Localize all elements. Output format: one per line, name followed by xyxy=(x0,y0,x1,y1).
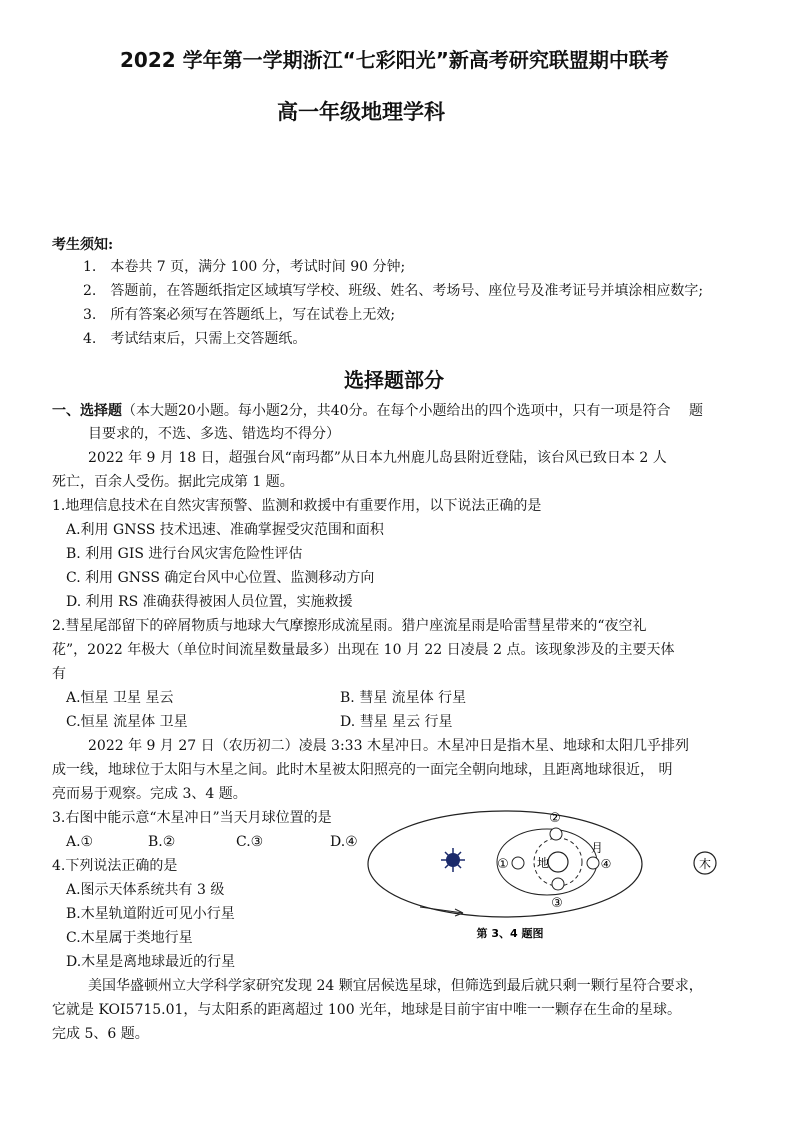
q2-stem-line2: 花”，2022 年极大（单位时间流星数量最多）出现在 10 月 22 日凌晨 2 点。该现象涉及的主要天体 xyxy=(52,642,675,658)
q3-stem: 3.右图中能示意“木星冲日”当天月球位置的是 xyxy=(52,810,332,826)
q2-option-b: B. 彗星 流星体 行星 xyxy=(340,690,467,706)
q4-option-b: B.木星轨道附近可见小行星 xyxy=(66,906,235,922)
material2-line3: 亮而易于观察。完成 3、4 题。 xyxy=(52,786,247,802)
q3-option-d: D.④ xyxy=(330,834,358,850)
part1-intro-line1: （本大题20小题。每小题2分，共40分。在每个小题给出的四个选项中，只有一项是符合 题 xyxy=(122,403,703,419)
moon-position-2 xyxy=(550,828,562,840)
notice-item-1: 1. 本卷共 7 页，满分 100 分，考试时间 90 分钟; xyxy=(83,259,406,275)
q1-option-c: C. 利用 GNSS 确定台风中心位置、监测移动方向 xyxy=(66,570,375,586)
q3-option-c: C.③ xyxy=(236,834,264,850)
exam-subtitle: 高一年级地理学科 xyxy=(277,100,445,124)
q4-option-a: A.图示天体系统共有 3 级 xyxy=(66,882,225,898)
earth-circle xyxy=(548,852,568,872)
orbit-diagram xyxy=(365,806,765,956)
moon-position-3 xyxy=(552,878,564,890)
moon-label: 月 xyxy=(590,841,604,855)
section-title: 选择题部分 xyxy=(344,368,444,392)
material1-line2: 死亡，百余人受伤。据此完成第 1 题。 xyxy=(52,474,294,490)
q3-option-b: B.② xyxy=(148,834,176,850)
material3-line2: 它就是 KOI5715.01，与太阳系的距离超过 100 光年，地球是目前宇宙中唯一一颗存在生命的星球。 xyxy=(52,1002,682,1018)
q2-option-d: D. 彗星 星云 行星 xyxy=(340,714,453,730)
q1-option-b: B. 利用 GIS 进行台风灾害危险性评估 xyxy=(66,546,303,562)
part1-intro xyxy=(52,402,703,420)
q3-option-a: A.① xyxy=(66,834,94,850)
material1-line1: 2022 年 9 月 18 日，超强台风“南玛都”从日本九州鹿儿岛县附近登陆，该台风已致日本 2 人 xyxy=(88,450,667,466)
figure-caption: 第 3、4 题图 xyxy=(476,927,544,940)
q4-option-c: C.木星属于类地行星 xyxy=(66,930,193,946)
moon-position-1 xyxy=(512,857,524,869)
jupiter-label: 木 xyxy=(698,857,712,871)
material3-line1: 美国华盛顿州立大学科学家研究发现 24 颗宜居候选星球，但筛选到最后就只剩一颗行星符合要求， xyxy=(88,978,703,994)
q4-stem: 4.下列说法正确的是 xyxy=(52,858,178,874)
q1-stem: 1.地理信息技术在自然灾害预警、监测和救援中有重要作用，以下说法正确的是 xyxy=(52,498,542,514)
sun-icon xyxy=(441,848,465,872)
notice-item-3: 3. 所有答案必须写在答题纸上，写在试卷上无效; xyxy=(83,307,396,323)
material2-line2: 成一线，地球位于太阳与木星之间。此时木星被太阳照亮的一面完全朝向地球，且距离地球很近， 明 xyxy=(52,762,673,778)
earth-label: 地 xyxy=(536,856,550,870)
q1-option-a: A.利用 GNSS 技术迅速、准确掌握受灾范围和面积 xyxy=(66,522,384,538)
mark-1: ① xyxy=(497,857,509,872)
exam-title: 2022 学年第一学期浙江“七彩阳光”新高考研究联盟期中联考 xyxy=(120,48,669,72)
mark-2: ② xyxy=(549,811,561,826)
q2-stem-line3: 有 xyxy=(52,666,66,682)
q2-option-c: C.恒星 流星体 卫星 xyxy=(66,714,188,730)
notice-item-4: 4. 考试结束后，只需上交答题纸。 xyxy=(83,331,307,347)
mark-3: ③ xyxy=(551,896,563,911)
q2-stem-line1: 2.彗星尾部留下的碎屑物质与地球大气摩擦形成流星雨。猎户座流星雨是哈雷彗星带来的“夜空礼 xyxy=(52,618,647,634)
q1-option-d: D. 利用 RS 准确获得被困人员位置，实施救援 xyxy=(66,594,353,610)
moon-position-4 xyxy=(587,857,599,869)
notice-heading: 考生须知: xyxy=(52,237,114,253)
q4-option-d: D.木星是离地球最近的行星 xyxy=(66,954,236,970)
mark-4: ④ xyxy=(600,857,612,871)
notice-item-2: 2. 答题前，在答题纸指定区域填写学校、班级、姓名、考场号、座位号及准考证号并填涂相应数字; xyxy=(83,283,704,299)
q2-option-a: A.恒星 卫星 星云 xyxy=(66,690,174,706)
material3-line3: 完成 5、6 题。 xyxy=(52,1026,149,1042)
part1-intro-line2: 目要求的，不选、多选、错选均不得分） xyxy=(88,426,340,442)
part1-label: 一、选择题 xyxy=(52,403,122,419)
material2-line1: 2022 年 9 月 27 日（农历初二）凌晨 3:33 木星冲日。木星冲日是指木星、地球和太阳几乎排列 xyxy=(88,738,689,754)
